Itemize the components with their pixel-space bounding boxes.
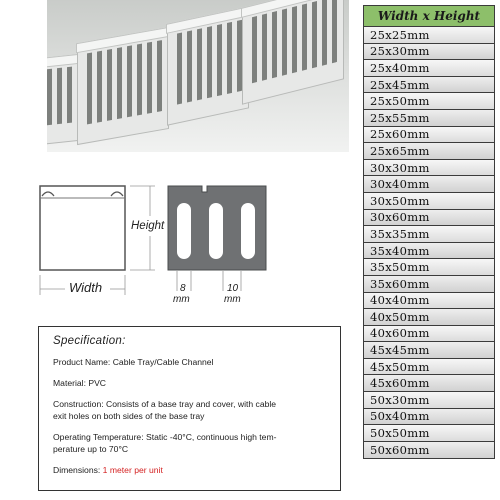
size-table-row: 30x40mm <box>364 176 494 193</box>
size-table-row: 25x45mm <box>364 77 494 94</box>
size-table-body <box>364 27 494 458</box>
size-table-header: Width x Height <box>364 6 494 27</box>
size-table-row: 50x40mm <box>364 409 494 426</box>
size-table-row: 30x60mm <box>364 210 494 227</box>
size-table-row: 30x30mm <box>364 160 494 177</box>
height-label: Height <box>131 220 165 232</box>
size-table-row: 35x40mm <box>364 243 494 260</box>
spec-dimensions <box>53 464 326 476</box>
size-table-row: 35x50mm <box>364 259 494 276</box>
size-table-row: 25x50mm <box>364 93 494 110</box>
size-table-row: 40x40mm <box>364 293 494 310</box>
spec-construction-line-1: Construction: Consists of a base tray and cover, with cable <box>53 399 277 409</box>
size-table-row: 25x25mm <box>364 27 494 44</box>
slot-width-unit: mm <box>173 294 190 305</box>
spec-temperature-line-1: Operating Temperature: Static -40°C, continuous high tem- <box>53 432 277 442</box>
width-label: Width <box>69 280 103 295</box>
size-table-row: 35x35mm <box>364 226 494 243</box>
spec-construction <box>53 398 326 422</box>
size-table-row: 50x60mm <box>364 442 494 459</box>
slot-diagram <box>165 183 270 308</box>
size-table-row: 45x45mm <box>364 342 494 359</box>
size-table-row: 25x40mm <box>364 60 494 77</box>
spec-temperature <box>53 431 326 455</box>
spec-dimensions-label: Dimensions: <box>53 465 103 475</box>
spec-material: Material: PVC <box>53 378 107 388</box>
slot-gap-unit: mm <box>224 294 241 305</box>
cross-section-diagram <box>30 180 165 300</box>
size-table-row: 45x60mm <box>364 375 494 392</box>
specification-title: Specification: <box>53 335 126 347</box>
size-table-row: 50x30mm <box>364 392 494 409</box>
size-table-row: 35x60mm <box>364 276 494 293</box>
size-table-row: 40x60mm <box>364 326 494 343</box>
size-table-row: 25x55mm <box>364 110 494 127</box>
size-table-row: 30x50mm <box>364 193 494 210</box>
spec-dimensions-value: 1 meter per unit <box>102 465 163 475</box>
size-table-row: 50x50mm <box>364 425 494 442</box>
product-photo <box>47 0 349 152</box>
size-table-row: 40x50mm <box>364 309 494 326</box>
spec-construction-line-2: exit holes on both sides of the base tray <box>53 411 205 421</box>
size-table-row: 25x60mm <box>364 127 494 144</box>
size-table-row: 25x30mm <box>364 44 494 61</box>
spec-product-name: Product Name: Cable Tray/Cable Channel <box>53 357 214 367</box>
size-table-row: 25x65mm <box>364 143 494 160</box>
size-table <box>363 5 495 459</box>
specification-box <box>38 326 341 491</box>
slot-width-value: 8 <box>180 283 186 294</box>
size-table-row: 45x50mm <box>364 359 494 376</box>
spec-temperature-line-2: perature up to 70°C <box>53 444 129 454</box>
slot-gap-value: 10 <box>227 283 239 294</box>
